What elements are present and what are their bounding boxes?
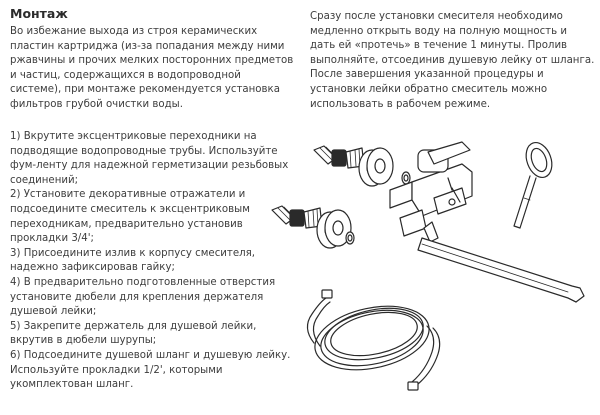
heading-mount: Монтаж [10,6,68,21]
gasket-bottom [346,232,354,244]
mixer-body [390,142,472,242]
mixer-spout [418,238,584,302]
eccentric-adapter-top [314,146,364,168]
gasket-top [402,172,410,184]
shower-hose [307,290,439,390]
faucet-installation-illustration [262,138,592,408]
decorative-reflector-top [359,148,393,186]
eccentric-adapter-bottom [272,206,322,228]
intro-paragraph: Во избежание выхода из строя керамических пластин картриджа (из-за попадания между ними ржавчины и прочих мелких посторонних предметов и частиц, содержащихся в водопроводной системе), при монтаже рекомендуется установка фильтров грубой очистки воды. [10,26,294,110]
flush-instructions: Сразу после установки смесителя необходимо медленно открыть воду на полную мощность и дать ей «протечь» в течение 1 минуты. Пролив выполняйте, отсоединив душевую лейку от шланга. После завершения указанной процедуры и установки лейки обратно смеситель можно использовать в рабочем режиме. [310,11,595,110]
decorative-reflector-bottom [317,210,351,248]
installation-steps: 1) Вкрутите эксцентриковые переходники на подводящие водопроводные трубы. Используйте фум-ленту для надежной герметизации резьбовых соединений; 2) Установите декоративные отражатели и подсоедините смеситель к эксцентриковым переходникам, предварительно установив прокладки 3/4'; 3) Присоедините излив к корпусу смесителя, надежно зафиксировав гайку; 4) В предварительно подготовленные отверстия установите дюбели для крепления держателя душевой лейки; 5) Закрепите держатель для душевой лейки, вкрутив в дюбели шурупы; 6) Подсоедините душевой шланг и душевую лейку. Используйте прокладки 1/2', которыми укомплектован шланг. [10,131,291,391]
hand-shower [514,139,556,228]
